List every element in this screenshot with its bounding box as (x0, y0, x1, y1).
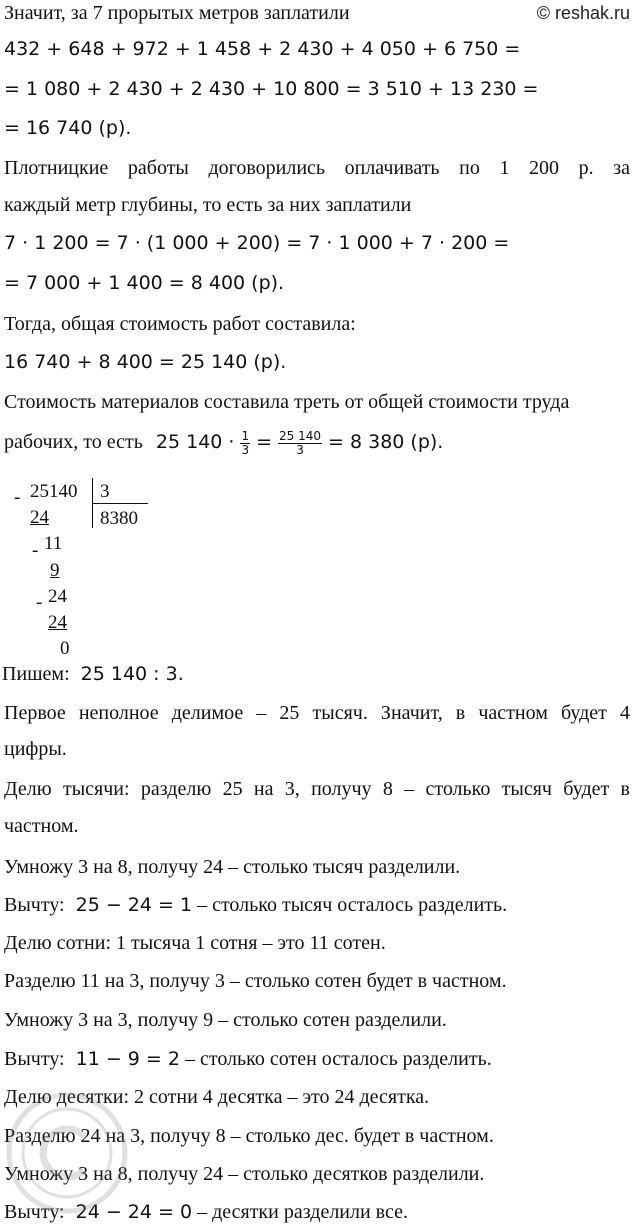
subtract-text-3: – десятки разделили все. (197, 1201, 409, 1223)
calc1-line1: 432 + 648 + 972 + 1 458 + 2 430 + 4 050 + 6 750 = (4, 38, 521, 60)
subtract-label-3: Вычту: (4, 1201, 65, 1223)
ld-step-9: 9 (50, 560, 60, 581)
explain-11: Делю десятки: 2 сотни 4 десятка – это 24 десятка. (4, 1086, 430, 1108)
ld-step-24b: 24 (48, 586, 67, 607)
ld-minus-2: - (32, 540, 39, 561)
subtract-text-1: – столько тысяч осталось разделить. (197, 894, 508, 916)
subtract-label-1: Вычту: (4, 894, 65, 916)
explain-12: Разделю 24 на 3, получу 8 – столько дес. будет в частном. (4, 1125, 494, 1147)
subtract-expr-2: 11 − 9 = 2 (75, 1048, 180, 1070)
write-line (2, 663, 184, 686)
para-total: Тогда, общая стоимость работ составила: (4, 313, 356, 335)
explain-1: Первое неполное делимое – 25 тысяч. Значит, в частном будет 4 (4, 702, 630, 724)
subtract-label-2: Вычту: (4, 1048, 65, 1070)
frac1-den: 3 (241, 443, 250, 457)
calc1-line2: = 1 080 + 2 430 + 2 430 + 10 800 = 3 510 + 13 230 = (4, 78, 539, 100)
explain-7: Делю сотни: 1 тысяча 1 сотня – это 11 сотен. (4, 932, 386, 954)
para-materials-1: Стоимость материалов составила треть от общей стоимости труда (4, 391, 570, 413)
fraction-one-third (240, 430, 250, 457)
ld-horizontal-line (92, 503, 148, 504)
calc2-line1: 7 · 1 200 = 7 · (1 000 + 200) = 7 · 1 000 + 7 · 200 = (4, 232, 510, 254)
explain-8: Разделю 11 на 3, получу 3 – столько сотен будет в частном. (4, 970, 507, 992)
para-materials-2 (4, 430, 443, 457)
reshak-stamp-icon (2, 1088, 132, 1218)
ld-step-11: 11 (44, 533, 63, 554)
ld-divisor: 3 (100, 481, 110, 502)
fraction-total-third (278, 430, 322, 457)
explain-9: Умножу 3 на 3, получу 9 – столько сотен разделили. (4, 1009, 447, 1031)
calc2-line2: = 7 000 + 1 400 = 8 400 (р). (4, 272, 285, 294)
materials-expr-end: = 8 380 (р). (328, 431, 444, 454)
calc3: 16 740 + 8 400 = 25 140 (р). (4, 351, 287, 373)
ld-minus-1: - (14, 487, 21, 508)
explain-10 (4, 1048, 492, 1071)
explain-6 (4, 894, 507, 917)
explain-3: Делю тысячи: разделю 25 на 3, получу 8 – столько тысяч будет в (4, 778, 630, 800)
materials-prefix: рабочих, то есть (4, 431, 143, 454)
explain-5: Умножу 3 на 8, получу 24 – столько тысяч разделили. (4, 856, 461, 878)
explain-2: цифры. (4, 738, 67, 760)
explain-4: частном. (4, 815, 79, 837)
calc1-line3: = 16 740 (р). (4, 117, 132, 139)
watermark: © reshak.ru (536, 3, 630, 23)
ld-step-0: 0 (60, 638, 70, 659)
subtract-expr-1: 25 − 24 = 1 (75, 894, 193, 916)
subtract-text-2: – столько сотен осталось разделить. (184, 1048, 492, 1070)
ld-minus-3: - (36, 592, 43, 613)
materials-eq1: = (256, 431, 273, 454)
ld-quotient: 8380 (100, 508, 138, 529)
ld-dividend: 25140 (30, 481, 78, 502)
write-expr: 25 140 : 3. (80, 663, 184, 685)
write-label: Пишем: (2, 663, 70, 685)
frac2-den: 3 (296, 443, 304, 457)
frac2-num: 25 140 (279, 429, 322, 443)
intro-line: Значит, за 7 прорытых метров заплатили (4, 2, 350, 24)
explain-13: Умножу 3 на 8, получу 24 – столько десятков разделили. (4, 1163, 485, 1185)
subtract-expr-3: 24 − 24 = 0 (75, 1201, 193, 1223)
frac1-num: 1 (241, 429, 250, 443)
ld-step-24c: 24 (48, 612, 67, 633)
para-carpentry-1: Плотницкие работы договорились оплачивать по 1 200 р. за (4, 157, 630, 179)
para-carpentry-2: каждый метр глубины, то есть за них заплатили (4, 194, 412, 216)
materials-expr-start: 25 140 · (155, 431, 235, 454)
ld-step-24a: 24 (30, 507, 49, 528)
